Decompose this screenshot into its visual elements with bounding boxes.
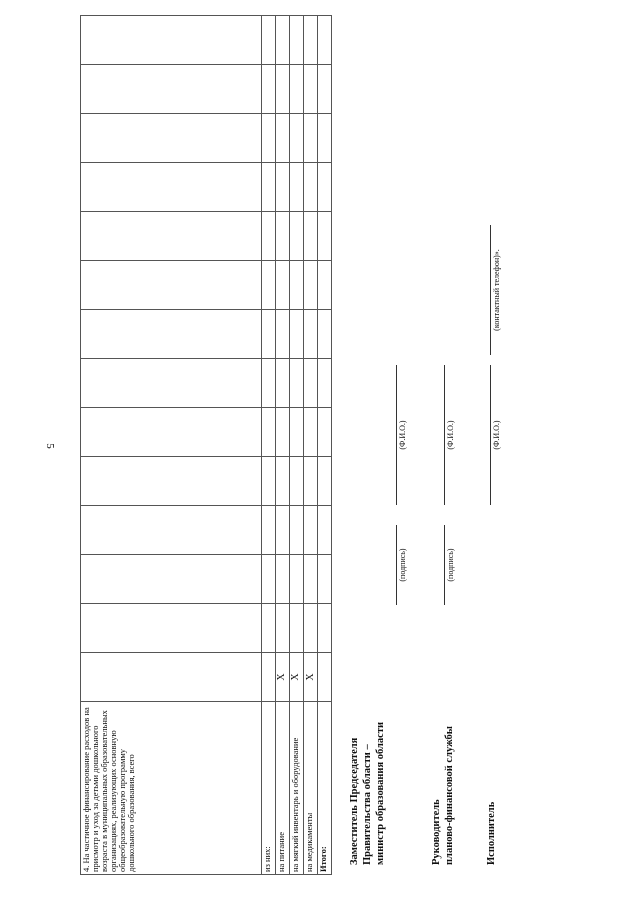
table-cell <box>304 359 318 408</box>
table-cell <box>304 310 318 359</box>
table-cell <box>304 65 318 114</box>
table-cell <box>318 506 332 555</box>
table-cell <box>81 408 262 457</box>
table-cell <box>81 163 262 212</box>
table-cell <box>275 457 289 506</box>
table-cell <box>275 555 289 604</box>
executor-phone-caption: (контактный телефон)». <box>492 249 501 331</box>
page-number: 5 <box>44 443 56 449</box>
table-cell <box>81 506 262 555</box>
executor-name-line <box>490 365 491 505</box>
table-cell <box>318 114 332 163</box>
row-label: на мягкий инвентарь и оборудование <box>290 702 304 875</box>
table-cell <box>275 212 289 261</box>
table-cell <box>81 65 262 114</box>
executor-name-caption: (Ф.И.О.) <box>492 420 501 450</box>
table-cell <box>318 457 332 506</box>
table-cell <box>290 212 304 261</box>
table-cell <box>304 457 318 506</box>
table-cell <box>275 359 289 408</box>
table-cell <box>81 16 262 65</box>
table-cell <box>318 310 332 359</box>
table-cell <box>81 114 262 163</box>
table-cell <box>290 16 304 65</box>
table-cell <box>318 604 332 653</box>
table-cell <box>275 16 289 65</box>
table-cell <box>275 506 289 555</box>
row-food <box>275 16 289 875</box>
table-cell <box>304 506 318 555</box>
table-cell <box>262 653 276 702</box>
table-cell <box>318 653 332 702</box>
table-cell <box>318 65 332 114</box>
rotated-page-content <box>80 15 600 875</box>
table-cell <box>290 457 304 506</box>
table-cell <box>262 359 276 408</box>
table-cell <box>290 506 304 555</box>
deputy-name-caption: (Ф.И.О.) <box>398 420 407 450</box>
table-cell <box>262 310 276 359</box>
table-cell <box>81 359 262 408</box>
deputy-name-line <box>396 365 397 505</box>
table-cell <box>262 604 276 653</box>
table-cell <box>318 261 332 310</box>
table-cell <box>304 163 318 212</box>
table-cell <box>290 114 304 163</box>
table-cell <box>275 65 289 114</box>
table-cell <box>318 408 332 457</box>
table-cell <box>275 261 289 310</box>
table-cell <box>262 114 276 163</box>
table-cell <box>304 16 318 65</box>
table-cell <box>262 16 276 65</box>
table-cell: X <box>275 653 289 702</box>
table-cell <box>262 555 276 604</box>
table-cell <box>81 653 262 702</box>
executor-phone-line <box>490 225 491 355</box>
table-cell <box>275 408 289 457</box>
table-cell <box>318 359 332 408</box>
table-cell <box>275 604 289 653</box>
row-label: из них: <box>262 702 276 875</box>
table-cell <box>318 555 332 604</box>
table-cell <box>262 457 276 506</box>
finance-head-title: Руководитель планово-финансовой службы <box>431 726 456 865</box>
table-cell <box>275 114 289 163</box>
table-cell: X <box>304 653 318 702</box>
table-cell <box>81 261 262 310</box>
table-cell <box>262 212 276 261</box>
table-cell <box>290 555 304 604</box>
financing-table <box>80 15 332 875</box>
row-label: 4. На частичное финансирование расходов на присмотр и уход за детьми дошкольного возраста в муниципальных образовательных организациях, реализующих основную общеобразовательную программу дошкольного образования, всего <box>81 702 262 875</box>
deputy-title: Заместитель Председателя Правительства области – министр образования области <box>349 721 387 865</box>
table-cell <box>318 212 332 261</box>
table-cell <box>81 457 262 506</box>
table-cell <box>304 114 318 163</box>
table-cell <box>290 261 304 310</box>
row-grand-total <box>318 16 332 875</box>
table-cell <box>262 163 276 212</box>
table-cell <box>304 261 318 310</box>
finance-head-name-line <box>444 365 445 505</box>
table-cell <box>290 604 304 653</box>
row-medicines <box>304 16 318 875</box>
table-cell <box>318 163 332 212</box>
table-cell <box>290 359 304 408</box>
table-cell <box>290 65 304 114</box>
row-of-which <box>262 16 276 875</box>
table-cell <box>304 408 318 457</box>
table-cell <box>81 604 262 653</box>
table-cell <box>262 261 276 310</box>
table-cell <box>304 604 318 653</box>
row-label: на медикаменты <box>304 702 318 875</box>
deputy-signature-caption: (подпись) <box>398 548 407 582</box>
table-cell: X <box>290 653 304 702</box>
table-cell <box>304 212 318 261</box>
finance-head-name-caption: (Ф.И.О.) <box>446 420 455 450</box>
row-total-financing <box>81 16 262 875</box>
table-cell <box>290 163 304 212</box>
table-cell <box>275 310 289 359</box>
table-cell <box>81 310 262 359</box>
table-cell <box>81 555 262 604</box>
table-cell <box>262 65 276 114</box>
table-cell <box>81 212 262 261</box>
row-inventory-equipment <box>290 16 304 875</box>
table-cell <box>262 408 276 457</box>
finance-head-signature-caption: (подпись) <box>446 548 455 582</box>
finance-head-signature-line <box>444 525 445 605</box>
executor-title: Исполнитель <box>486 801 497 865</box>
table-cell <box>262 506 276 555</box>
table-cell <box>290 408 304 457</box>
deputy-signature-line <box>396 525 397 605</box>
row-label: Итого: <box>318 702 332 875</box>
row-label: на питание <box>275 702 289 875</box>
table-cell <box>318 16 332 65</box>
table-cell <box>304 555 318 604</box>
table-cell <box>290 310 304 359</box>
table-cell <box>275 163 289 212</box>
